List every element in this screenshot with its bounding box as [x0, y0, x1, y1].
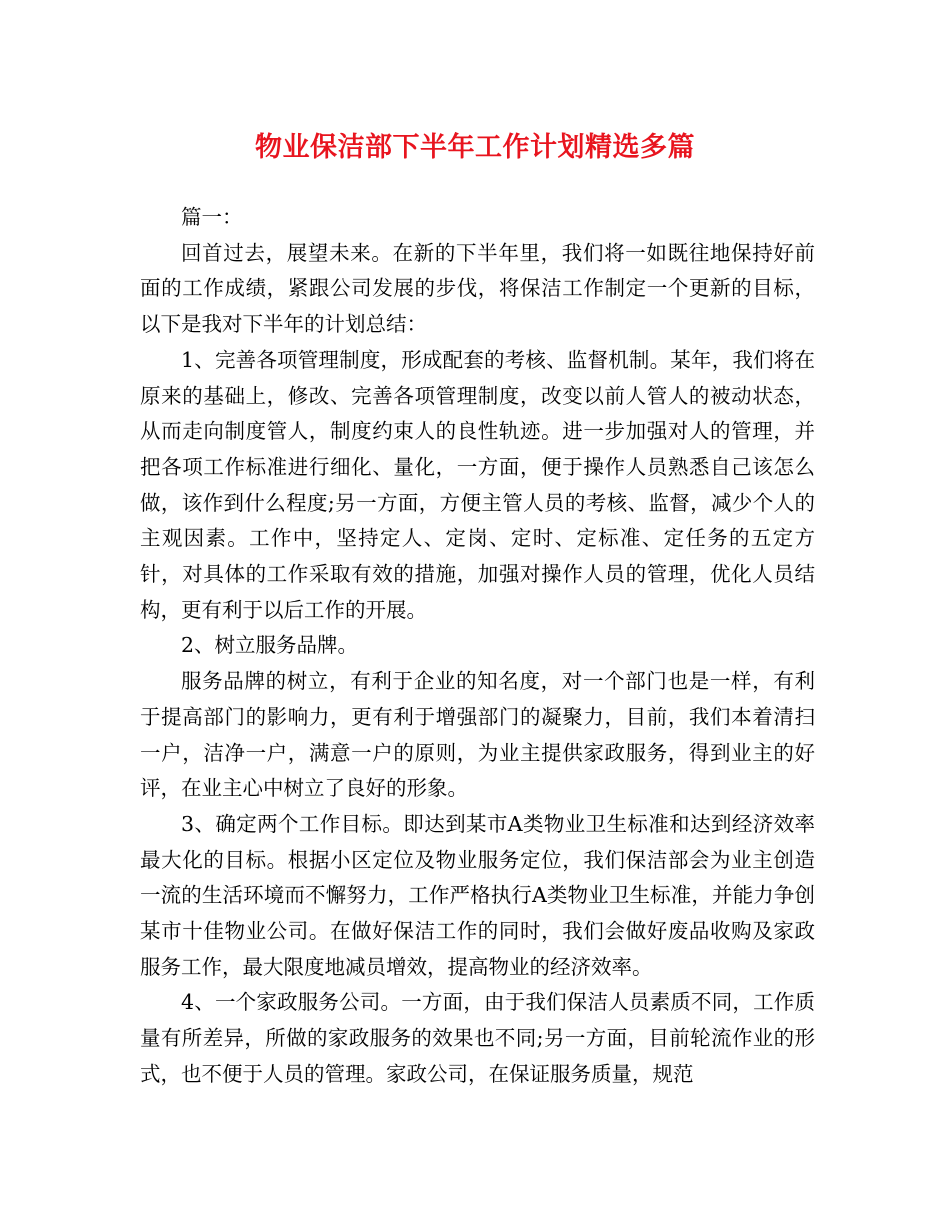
document-title: 物业保洁部下半年工作计划精选多篇 — [255, 132, 695, 163]
paragraph-section-heading: 篇一： — [181, 205, 243, 229]
document-body — [140, 200, 815, 1093]
paragraph-item-2-heading: 2、树立服务品牌。 — [181, 633, 359, 658]
paragraph-item-2-body: 服务品牌的树立，有利于企业的知名度，对一个部门也是一样，有利于提高部门的影响力，更有利于增强部门的凝聚力，目前，我们本着清扫一户，洁净一户，满意一户的原则，为业主提供家政服务，得到业主的好评，在业主心中树立了良好的形象。 — [140, 669, 815, 801]
paragraph-item-3: 3、确定两个工作目标。即达到某市A类物业卫生标准和达到经济效率最大化的目标。根据小区定位及物业服务定位，我们保洁部会为业主创造一流的生活环境而不懈努力，工作严格执行A类物业卫生标准，并能力争创某市十佳物业公司。在做好保洁工作的同时，我们会做好废品收购及家政服务工作，最大限度地减员增效，提高物业的经济效率。 — [140, 811, 815, 979]
paragraph-item-1: 1、完善各项管理制度，形成配套的考核、监督机制。某年，我们将在原来的基础上，修改、完善各项管理制度，改变以前人管人的被动状态，从而走向制度管人，制度约束人的良性轨迹。进一步加强对人的管理，并把各项工作标准进行细化、量化，一方面，便于操作人员熟悉自己该怎么做，该作到什么程度;另一方面，方便主管人员的考核、监督，减少个人的主观因素。工作中，坚持定人、定岗、定时、定标准、定任务的五定方针，对具体的工作采取有效的措施，加强对操作人员的管理，优化人员结构，更有利于以后工作的开展。 — [140, 347, 815, 622]
paragraph-intro: 回首过去，展望未来。在新的下半年里，我们将一如既往地保持好前面的工作成绩，紧跟公司发展的步伐，将保洁工作制定一个更新的目标，以下是我对下半年的计划总结： — [140, 240, 815, 337]
paragraph-item-4: 4、一个家政服务公司。一方面，由于我们保洁人员素质不同，工作质量有所差异，所做的家政服务的效果也不同;另一方面，目前轮流作业的形式，也不便于人员的管理。家政公司，在保证服务质量，规范 — [140, 990, 815, 1086]
